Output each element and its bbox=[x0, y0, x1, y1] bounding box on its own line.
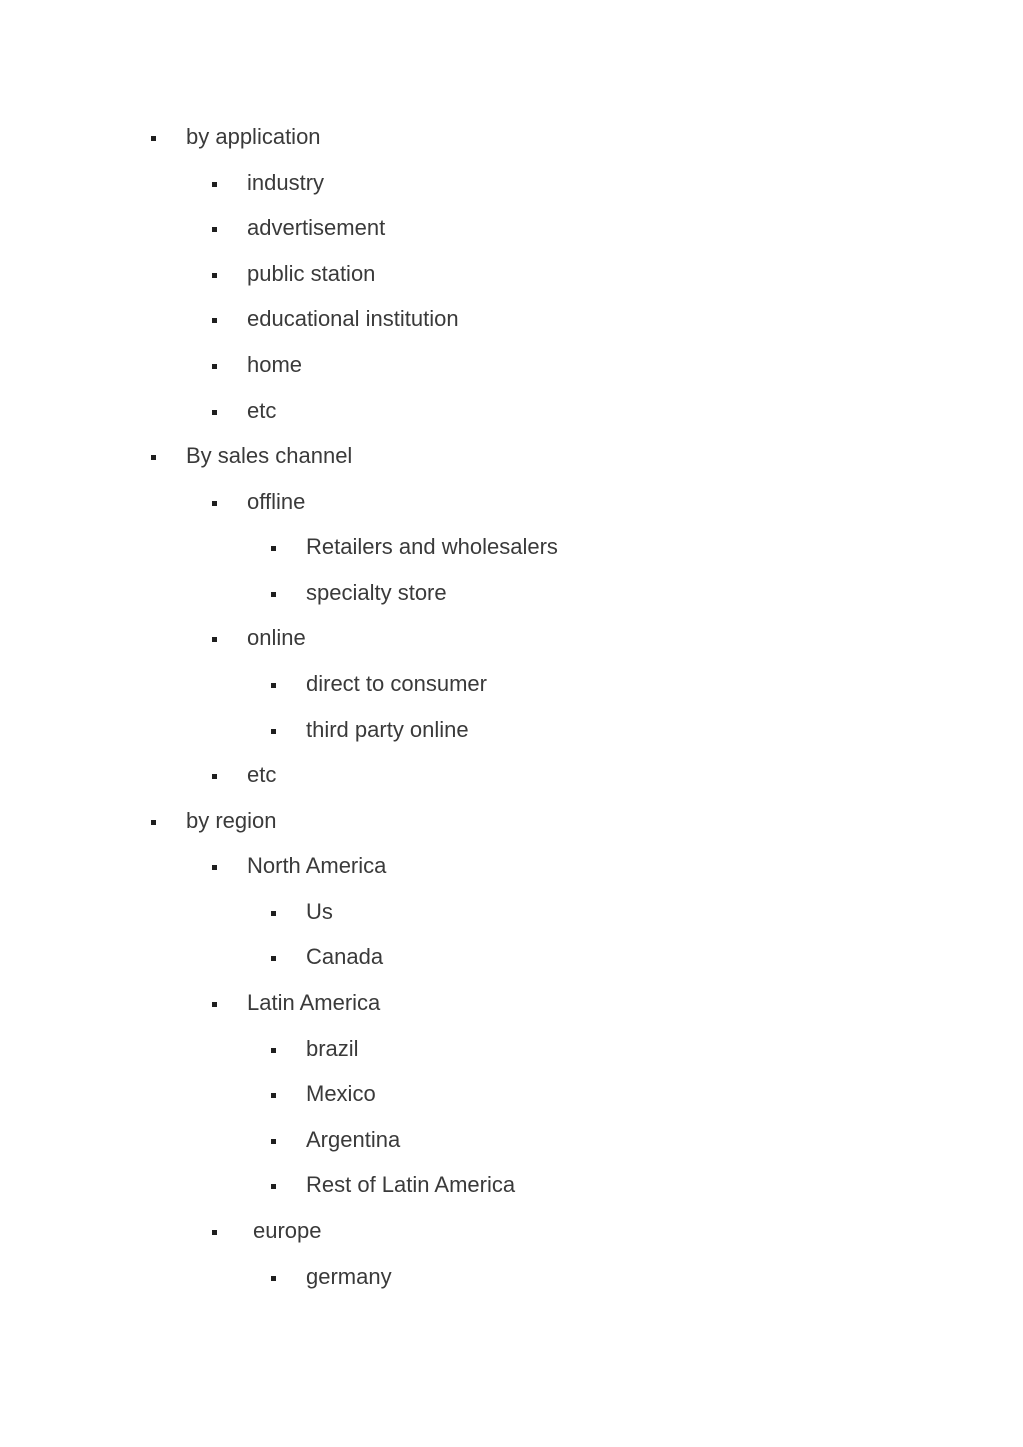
list-item-label: germany bbox=[306, 1264, 392, 1289]
list-item-level-1 bbox=[151, 806, 277, 836]
list-item-label: by application bbox=[186, 124, 321, 149]
square-bullet-icon bbox=[212, 410, 217, 415]
square-bullet-icon bbox=[212, 865, 217, 870]
list-item-level-3 bbox=[271, 897, 333, 927]
list-item-label: direct to consumer bbox=[306, 671, 487, 696]
list-item-label: specialty store bbox=[306, 580, 447, 605]
square-bullet-icon bbox=[271, 956, 276, 961]
list-item-label: third party online bbox=[306, 717, 469, 742]
square-bullet-icon bbox=[212, 1002, 217, 1007]
list-item-label: industry bbox=[247, 170, 325, 195]
list-item-level-3 bbox=[271, 715, 469, 745]
list-item-level-3 bbox=[271, 532, 558, 562]
square-bullet-icon bbox=[212, 774, 217, 779]
list-item-level-2 bbox=[212, 259, 376, 289]
square-bullet-icon bbox=[271, 592, 276, 597]
list-item-label: offline bbox=[247, 489, 306, 514]
list-item-label: etc bbox=[247, 762, 277, 787]
list-item-level-3 bbox=[271, 1170, 516, 1200]
square-bullet-icon bbox=[271, 729, 276, 734]
list-item-level-2 bbox=[212, 213, 386, 243]
square-bullet-icon bbox=[212, 1230, 217, 1235]
list-item-level-2 bbox=[212, 1216, 322, 1246]
list-item-level-1 bbox=[151, 122, 321, 152]
list-item-level-2 bbox=[212, 988, 381, 1018]
square-bullet-icon bbox=[212, 637, 217, 642]
list-item-label: Us bbox=[306, 899, 333, 924]
list-item-level-2 bbox=[212, 396, 277, 426]
list-item-level-3 bbox=[271, 942, 384, 972]
square-bullet-icon bbox=[151, 820, 156, 825]
square-bullet-icon bbox=[212, 273, 217, 278]
list-item-label: online bbox=[247, 625, 306, 650]
list-item-label: etc bbox=[247, 398, 277, 423]
list-item-level-2 bbox=[212, 304, 459, 334]
list-item-level-3 bbox=[271, 1262, 392, 1292]
square-bullet-icon bbox=[212, 318, 217, 323]
list-item-label: advertisement bbox=[247, 215, 386, 240]
list-item-level-3 bbox=[271, 1034, 359, 1064]
list-item-level-2 bbox=[212, 168, 325, 198]
list-item-label: Rest of Latin America bbox=[306, 1172, 516, 1197]
list-item-label: home bbox=[247, 352, 303, 377]
list-item-level-2 bbox=[212, 623, 306, 653]
list-item-label: educational institution bbox=[247, 306, 459, 331]
square-bullet-icon bbox=[271, 1139, 276, 1144]
square-bullet-icon bbox=[271, 1093, 276, 1098]
square-bullet-icon bbox=[151, 455, 156, 460]
list-item-level-3 bbox=[271, 1079, 376, 1109]
list-item-label: brazil bbox=[306, 1036, 359, 1061]
list-item-label: Argentina bbox=[306, 1127, 401, 1152]
list-item-level-2 bbox=[212, 487, 306, 517]
square-bullet-icon bbox=[151, 136, 156, 141]
list-item-level-3 bbox=[271, 669, 487, 699]
list-item-level-2 bbox=[212, 350, 303, 380]
list-item-label: public station bbox=[247, 261, 376, 286]
square-bullet-icon bbox=[212, 227, 217, 232]
square-bullet-icon bbox=[271, 1184, 276, 1189]
square-bullet-icon bbox=[271, 1276, 276, 1281]
list-item-label: Retailers and wholesalers bbox=[306, 534, 558, 559]
square-bullet-icon bbox=[271, 911, 276, 916]
square-bullet-icon bbox=[271, 1048, 276, 1053]
square-bullet-icon bbox=[212, 364, 217, 369]
list-item-label: by region bbox=[186, 808, 277, 833]
list-item-label: europe bbox=[253, 1218, 322, 1243]
square-bullet-icon bbox=[212, 501, 217, 506]
list-item-label: Canada bbox=[306, 944, 384, 969]
list-item-level-3 bbox=[271, 1125, 401, 1155]
square-bullet-icon bbox=[271, 546, 276, 551]
list-item-level-3 bbox=[271, 578, 447, 608]
list-item-label: By sales channel bbox=[186, 443, 353, 468]
list-item-level-2 bbox=[212, 760, 277, 790]
list-item-level-1 bbox=[151, 441, 353, 471]
list-item-level-2 bbox=[212, 851, 387, 881]
list-item-label: Mexico bbox=[306, 1081, 376, 1106]
list-item-label: Latin America bbox=[247, 990, 381, 1015]
list-item-label: North America bbox=[247, 853, 387, 878]
square-bullet-icon bbox=[212, 182, 217, 187]
square-bullet-icon bbox=[271, 683, 276, 688]
